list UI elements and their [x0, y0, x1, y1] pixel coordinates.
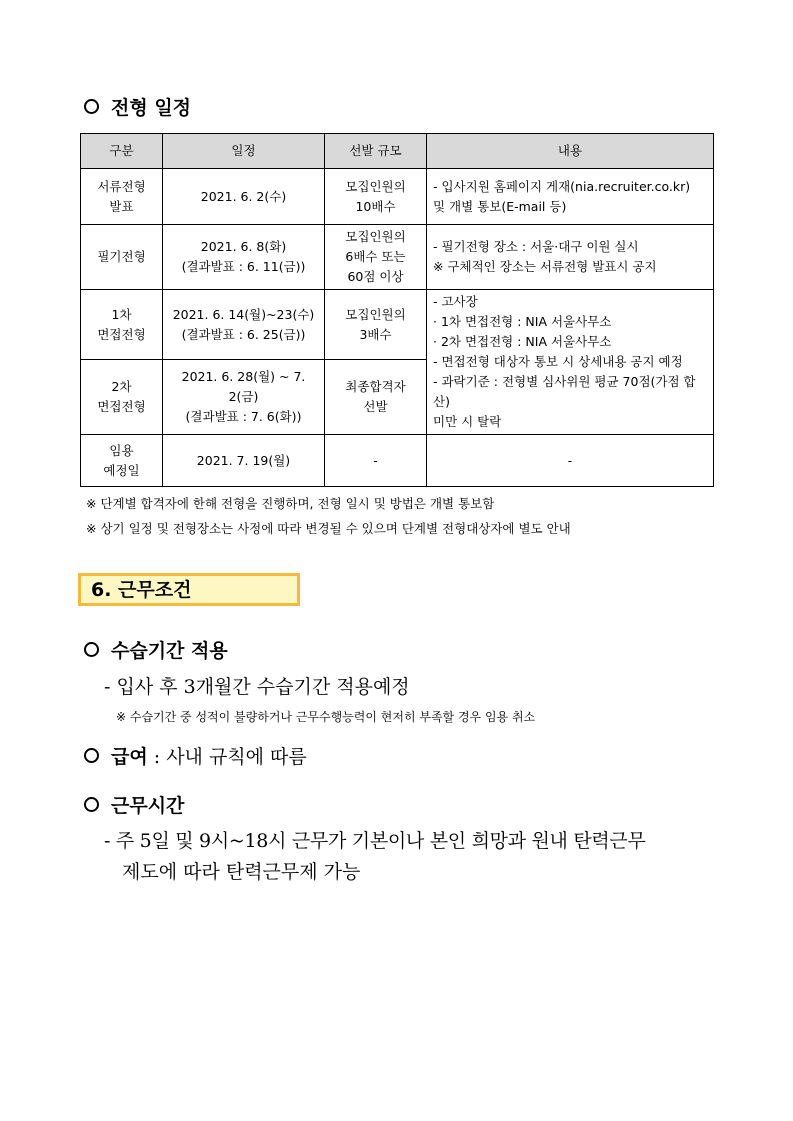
- circle-bullet-icon: [84, 642, 99, 657]
- circle-bullet-icon: [84, 797, 99, 812]
- date-cell: 2021. 7. 19(월): [163, 435, 325, 487]
- scale-cell: -: [325, 435, 427, 487]
- table-row: [81, 225, 714, 290]
- header-content: 내용: [427, 134, 714, 169]
- probation-heading: [84, 636, 228, 663]
- table-row: [81, 169, 714, 225]
- section-title: 6. 근무조건: [78, 573, 300, 606]
- scale-cell: 모집인원의 10배수: [325, 169, 427, 225]
- table-row: [81, 290, 714, 360]
- stage-cell: 1차 면접전형: [81, 290, 163, 360]
- date-cell: 2021. 6. 8(화) (결과발표 : 6. 11(금)): [163, 225, 325, 290]
- probation-note: ※ 수습기간 중 성적이 불량하거나 근무수행능력이 현저히 부족할 경우 임용 취소: [116, 710, 536, 724]
- content-cell: - 필기전형 장소 : 서울·대구 이원 실시 ※ 구체적인 장소는 서류전형 발표시 공지: [427, 225, 714, 290]
- table-row: [81, 435, 714, 487]
- hours-heading: [84, 791, 184, 818]
- header-date: 일정: [163, 134, 325, 169]
- probation-title: 수습기간 적용: [111, 640, 228, 662]
- schedule-table: [80, 133, 714, 487]
- header-stage: 구분: [81, 134, 163, 169]
- schedule-note: ※ 단계별 합격자에 한해 전형을 진행하며, 전형 일시 및 방법은 개별 통보함: [86, 496, 495, 511]
- salary-text: : 사내 규칙에 따름: [147, 746, 307, 768]
- schedule-note: ※ 상기 일정 및 전형장소는 사정에 따라 변경될 수 있으며 단계별 전형대상자에 별도 안내: [86, 521, 571, 536]
- scale-cell: 모집인원의 6배수 또는 60점 이상: [325, 225, 427, 290]
- hours-line-2: 제도에 따라 탄력근무제 가능: [122, 861, 361, 883]
- stage-cell: 서류전형 발표: [81, 169, 163, 225]
- stage-cell: 필기전형: [81, 225, 163, 290]
- stage-cell: 2차 면접전형: [81, 360, 163, 435]
- probation-line: - 입사 후 3개월간 수습기간 적용예정: [104, 676, 410, 698]
- schedule-title: 전형 일정: [111, 97, 192, 119]
- hours-line-1: - 주 5일 및 9시~18시 근무가 기본이나 본인 희망과 원내 탄력근무: [104, 830, 646, 852]
- hours-title: 근무시간: [111, 795, 185, 817]
- date-cell: 2021. 6. 14(월)~23(수) (결과발표 : 6. 25(금)): [163, 290, 325, 360]
- header-scale: 선발 규모: [325, 134, 427, 169]
- circle-bullet-icon: [84, 99, 99, 114]
- date-cell: 2021. 6. 28(월) ~ 7. 2(금) (결과발표 : 7. 6(화)): [163, 360, 325, 435]
- salary-title: 급여: [111, 746, 148, 768]
- interview-content-cell: - 고사장 · 1차 면접전형 : NIA 서울사무소 · 2차 면접전형 : NIA 서울사무소 - 면접전형 대상자 통보 시 상세내용 공지 예정 - 과락기준 : 전형별 심사위원 평균 70점(가점 합산) 미만 시 탈락: [427, 290, 714, 435]
- circle-bullet-icon: [84, 748, 99, 763]
- table-header-row: [81, 134, 714, 169]
- stage-cell: 임용 예정일: [81, 435, 163, 487]
- scale-cell: 최종합격자 선발: [325, 360, 427, 435]
- schedule-heading: [84, 93, 191, 120]
- salary-heading: [84, 742, 307, 769]
- scale-cell: 모집인원의 3배수: [325, 290, 427, 360]
- date-cell: 2021. 6. 2(수): [163, 169, 325, 225]
- content-cell: - 입사지원 홈페이지 게재(nia.recruiter.co.kr) 및 개별 통보(E-mail 등): [427, 169, 714, 225]
- content-cell: -: [427, 435, 714, 487]
